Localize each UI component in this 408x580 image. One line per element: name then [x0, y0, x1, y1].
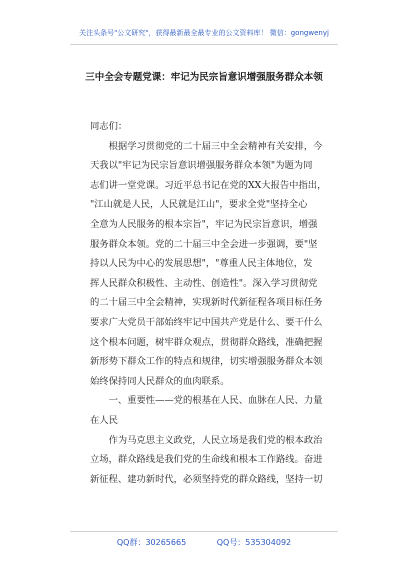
qq-group-label: QQ群：30265665 [116, 538, 187, 547]
qq-number-label: QQ号：535304092 [216, 538, 292, 547]
footer-divider [70, 531, 338, 532]
header-promo-note: 关注头条号"公文研究"，获得最新最全最专业的公文资料库！ 微信：gongwenyj [79, 29, 329, 37]
body-line: 新征程、建功新时代，必须坚持党的群众路线，坚持一切 [90, 473, 323, 485]
body-line: 新形势下群众工作的特点和规律，切实增强服务群众本领 [90, 356, 323, 368]
body-line: 这个根本问题，树牢群众观点，贯彻群众路线，准确把握 [90, 336, 323, 348]
body-line: 始终保持同人民群众的血肉联系。 [90, 375, 230, 387]
section-heading-line: 在人民 [90, 414, 118, 426]
body-line: 天我以"牢记为民宗旨意识增强服务群众本领"为题为同 [90, 160, 313, 172]
body-line: 的二十届三中全会精神，实现新时代新征程各项目标任务 [90, 297, 323, 309]
section-heading-line: 一、重要性——党的根基在人民、血脉在人民、力量 [90, 395, 323, 407]
body-line: 要求广大党员干部始终牢记中国共产党是什么、要干什么 [90, 316, 323, 328]
document-body [90, 117, 330, 489]
body-line: 同志们： [90, 121, 128, 132]
body-line: 作为马克思主义政党，人民立场是我们党的根本政治 [90, 434, 323, 446]
header-divider [70, 44, 338, 45]
document-title: 三中全会专题党课：牢记为民宗旨意识增强服务群众本领 [85, 72, 323, 83]
body-line: 服务群众本领。党的二十届三中全会进一步强调，要"坚 [90, 238, 318, 250]
footer-contact [0, 537, 408, 548]
body-line: 志们讲一堂党课。习近平总书记在党的XX大报告中指出， [90, 179, 327, 191]
body-line: "江山就是人民，人民就是江山"，要求全党"坚持全心 [90, 199, 308, 211]
body-line: 全意为人民服务的根本宗旨"，牢记为民宗旨意识，增强 [90, 218, 318, 230]
body-line: 持以人民为中心的发展思想"，"尊重人民主体地位，发 [90, 258, 313, 270]
body-line: 立场，群众路线是我们党的生命线和根本工作路线。奋进 [90, 454, 323, 466]
body-line: 根据学习贯彻党的二十届三中全会精神有关安排，今 [90, 140, 323, 152]
body-line: 挥人民群众积极性、主动性、创造性"。深入学习贯彻党 [90, 277, 318, 289]
